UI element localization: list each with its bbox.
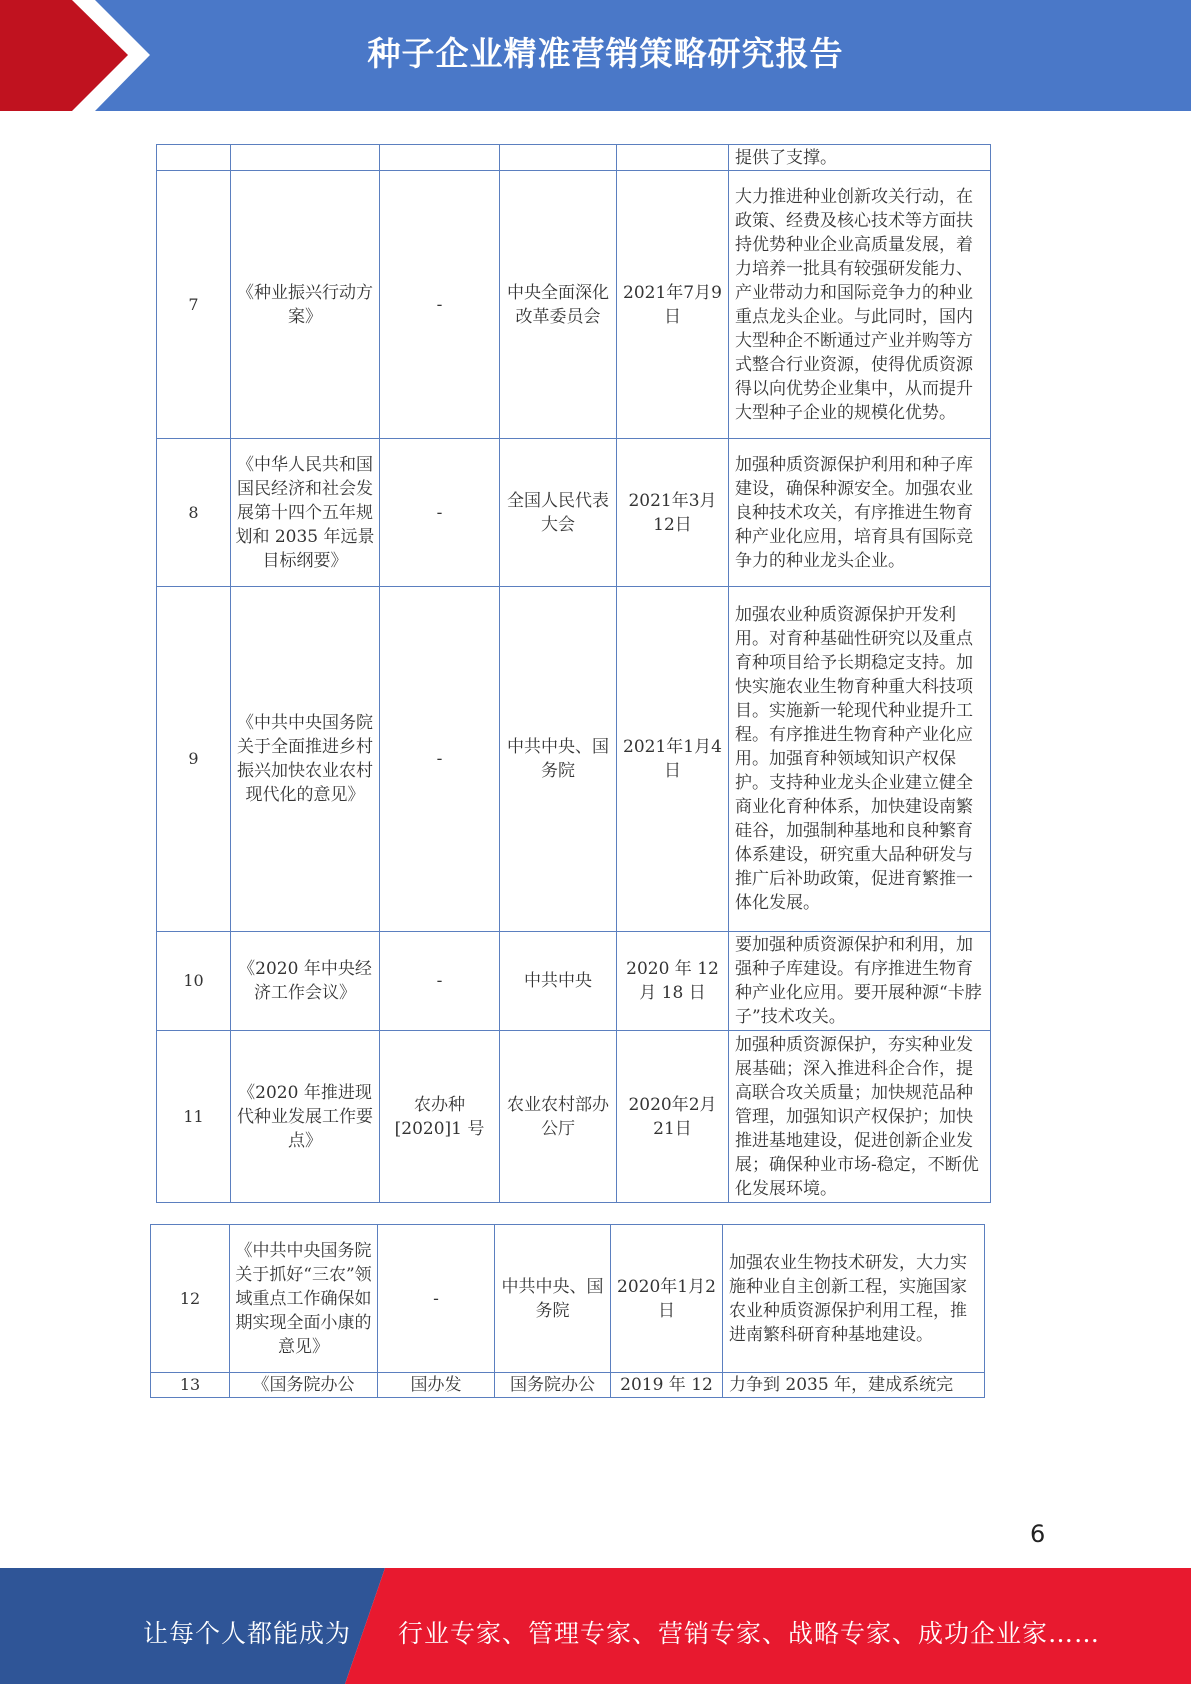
cell-content: 加强种质资源保护利用和种子库建设，确保种源安全。加强农业良种技术攻关，有序推进生物育种产业化应用，培育具有国际竞争力的种业龙头企业。 xyxy=(729,439,991,587)
cell-doc-no: 国办发 xyxy=(378,1373,495,1398)
cell-name xyxy=(231,145,380,171)
cell-no xyxy=(157,145,231,171)
footer-slogan-left: 让每个人都能成为 xyxy=(143,1619,352,1648)
header-banner xyxy=(0,0,1191,111)
cell-date: 2021年1月4日 xyxy=(617,587,729,932)
cell-doc-no xyxy=(380,145,500,171)
table-row xyxy=(151,1225,985,1373)
cell-content: 力争到 2035 年，建成系统完 xyxy=(723,1373,985,1398)
cell-name: 《中共中央国务院关于抓好“三农”领域重点工作确保如期实现全面小康的意见》 xyxy=(230,1225,378,1373)
policy-table-upper xyxy=(156,144,991,1203)
cell-content: 要加强种质资源保护和利用，加强种子库建设。有序推进生物育种产业化应用。要开展种源“卡脖子”技术攻关。 xyxy=(729,932,991,1031)
table-row xyxy=(151,1373,985,1398)
cell-no: 13 xyxy=(151,1373,230,1398)
cell-no: 7 xyxy=(157,171,231,439)
cell-name: 《种业振兴行动方案》 xyxy=(231,171,380,439)
cell-issuer: 中共中央 xyxy=(500,932,617,1031)
footer-banner xyxy=(0,1568,1191,1684)
cell-no: 9 xyxy=(157,587,231,932)
cell-content: 加强种质资源保护，夯实种业发展基础；深入推进科企合作，提高联合攻关质量；加快规范品种管理，加强知识产权保护；加快推进基地建设，促进创新企业发展；确保种业市场-稳定，不断优化发展环境。 xyxy=(729,1031,991,1203)
cell-issuer: 中共中央、国务院 xyxy=(495,1225,611,1373)
cell-name: 《国务院办公 xyxy=(230,1373,378,1398)
cell-issuer: 中共中央、国务院 xyxy=(500,587,617,932)
table-row xyxy=(157,439,991,587)
policy-table-lower xyxy=(150,1224,985,1398)
table-row xyxy=(157,587,991,932)
cell-no: 11 xyxy=(157,1031,231,1203)
cell-doc-no: - xyxy=(380,587,500,932)
cell-name: 《2020 年推进现代种业发展工作要点》 xyxy=(231,1031,380,1203)
cell-date: 2020 年 12 月 18 日 xyxy=(617,932,729,1031)
cell-doc-no: - xyxy=(380,439,500,587)
cell-content: 大力推进种业创新攻关行动，在政策、经费及核心技术等方面扶持优势种业企业高质量发展，着力培养一批具有较强研发能力、产业带动力和国际竞争力的种业重点龙头企业。与此同时，国内大型种企不断通过产业并购等方式整合行业资源，使得优质资源得以向优势企业集中，从而提升大型种子企业的规模化优势。 xyxy=(729,171,991,439)
cell-no: 12 xyxy=(151,1225,230,1373)
cell-issuer: 全国人民代表大会 xyxy=(500,439,617,587)
table-row xyxy=(157,145,991,171)
cell-doc-no: 农办种[2020]1 号 xyxy=(380,1031,500,1203)
cell-content: 加强农业种质资源保护开发利用。对育种基础性研究以及重点育种项目给予长期稳定支持。加快实施农业生物育种重大科技项目。实施新一轮现代种业提升工程。有序推进生物育种产业化应用。加强育种领域知识产权保护。支持种业龙头企业建立健全商业化育种体系，加快建设南繁硅谷，加强制种基地和良种繁育体系建设，研究重大品种研发与推广后补助政策，促进育繁推一体化发展。 xyxy=(729,587,991,932)
cell-name: 《中共中央国务院关于全面推进乡村振兴加快农业农村现代化的意见》 xyxy=(231,587,380,932)
cell-date: 2020年2月21日 xyxy=(617,1031,729,1203)
cell-content: 加强农业生物技术研发，大力实施种业自主创新工程，实施国家农业种质资源保护利用工程，推进南繁科研育种基地建设。 xyxy=(723,1225,985,1373)
cell-issuer xyxy=(500,145,617,171)
cell-date: 2019 年 12 xyxy=(611,1373,723,1398)
cell-date: 2021年3月12日 xyxy=(617,439,729,587)
report-title: 种子企业精准营销策略研究报告 xyxy=(367,34,844,73)
cell-doc-no: - xyxy=(380,171,500,439)
cell-issuer: 国务院办公 xyxy=(495,1373,611,1398)
cell-name: 《中华人民共和国国民经济和社会发展第十四个五年规划和 2035 年远景目标纲要》 xyxy=(231,439,380,587)
cell-no: 8 xyxy=(157,439,231,587)
table-row xyxy=(157,932,991,1031)
cell-date: 2021年7月9日 xyxy=(617,171,729,439)
cell-doc-no: - xyxy=(378,1225,495,1373)
cell-no: 10 xyxy=(157,932,231,1031)
cell-issuer: 农业农村部办公厅 xyxy=(500,1031,617,1203)
cell-date: 2020年1月2日 xyxy=(611,1225,723,1373)
cell-doc-no: - xyxy=(380,932,500,1031)
cell-content: 提供了支撑。 xyxy=(729,145,991,171)
cell-issuer: 中央全面深化改革委员会 xyxy=(500,171,617,439)
table-row xyxy=(157,1031,991,1203)
page-number: 6 xyxy=(1030,1520,1046,1548)
footer-slogan-right: 行业专家、管理专家、营销专家、战略专家、成功企业家…… xyxy=(398,1619,1101,1648)
cell-date xyxy=(617,145,729,171)
table-row xyxy=(157,171,991,439)
cell-name: 《2020 年中央经济工作会议》 xyxy=(231,932,380,1031)
